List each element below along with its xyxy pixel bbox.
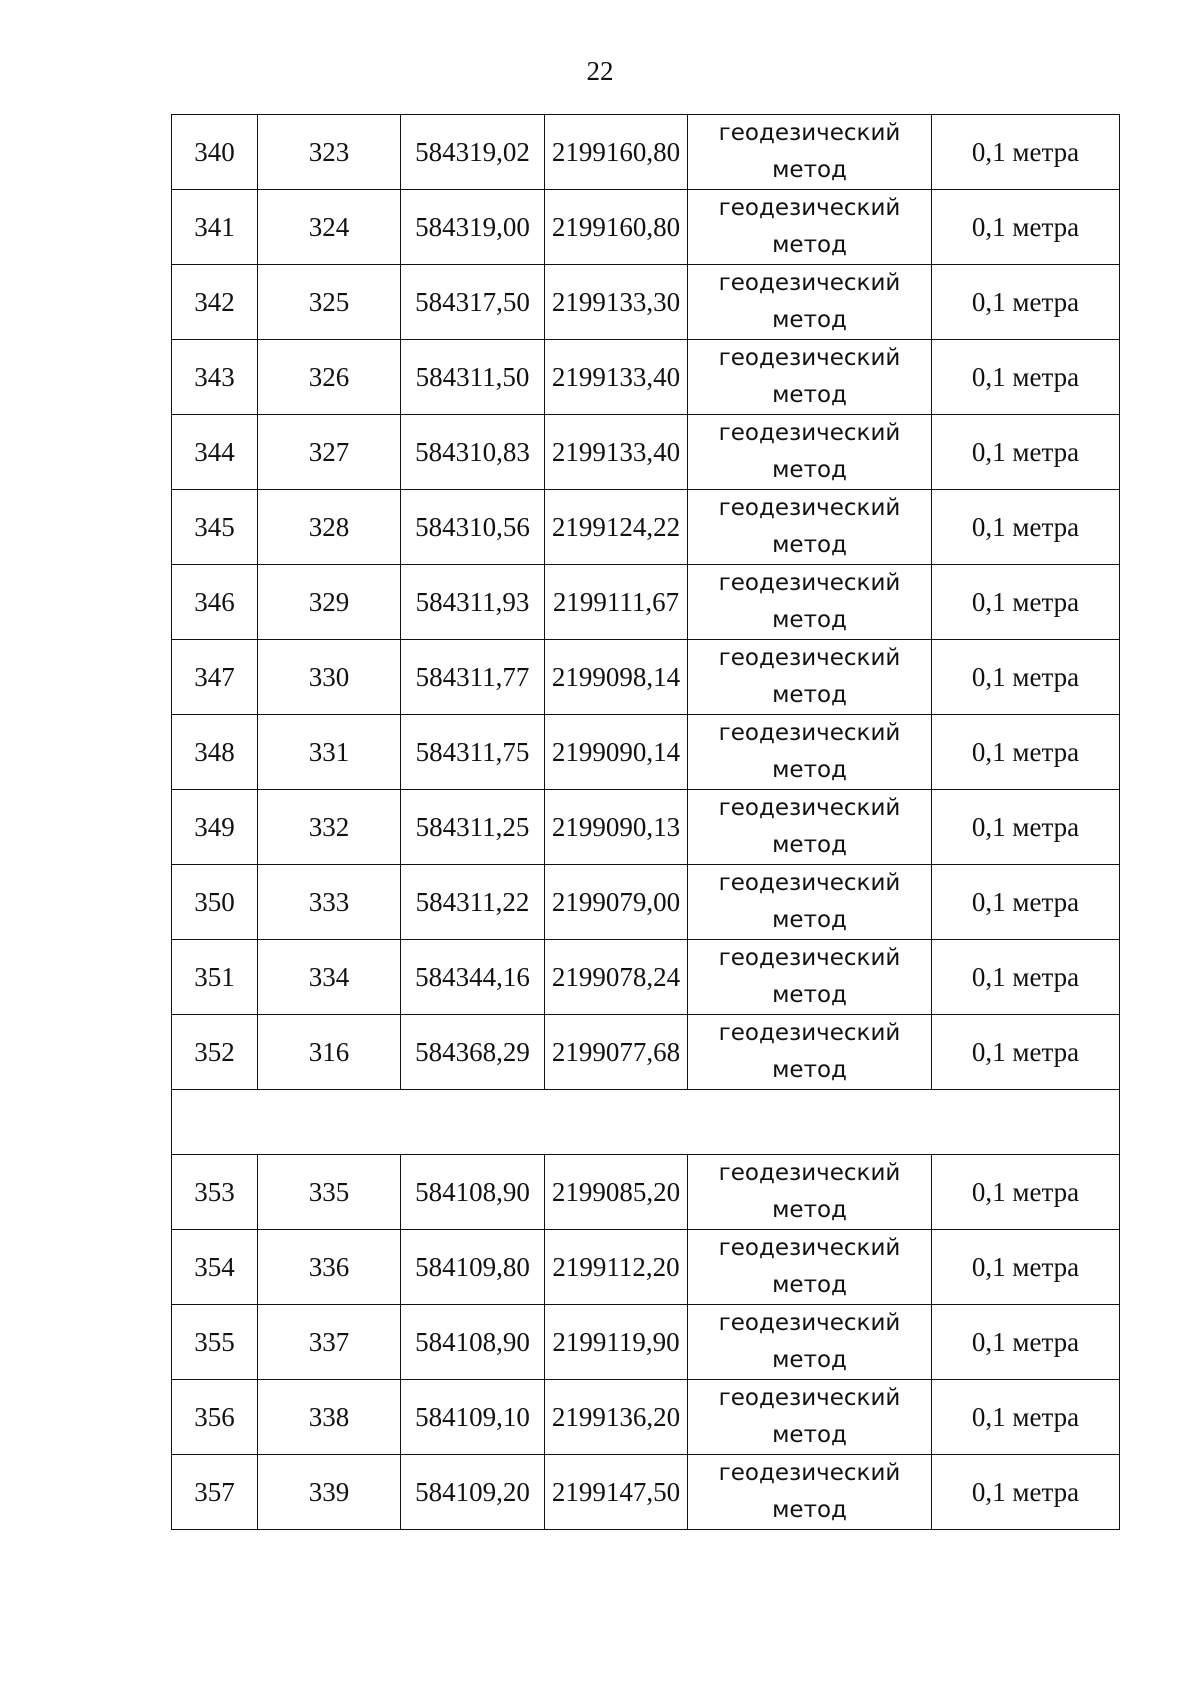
point-number-cell: 337	[258, 1305, 401, 1380]
table-row	[172, 565, 1120, 640]
accuracy-cell: 0,1 метра	[932, 340, 1120, 415]
table-row	[172, 940, 1120, 1015]
row-number-cell: 356	[172, 1380, 258, 1455]
point-number-cell: 323	[258, 115, 401, 190]
point-number-cell: 336	[258, 1230, 401, 1305]
x-coordinate-cell: 584109,10	[401, 1380, 545, 1455]
accuracy-cell: 0,1 метра	[932, 940, 1120, 1015]
table-row	[172, 865, 1120, 940]
table-row	[172, 790, 1120, 865]
row-number-cell: 349	[172, 790, 258, 865]
section-separator-row	[172, 1090, 1120, 1155]
x-coordinate-cell: 584310,56	[401, 490, 545, 565]
y-coordinate-cell: 2199079,00	[545, 865, 688, 940]
accuracy-cell: 0,1 метра	[932, 565, 1120, 640]
row-number-cell: 341	[172, 190, 258, 265]
x-coordinate-cell: 584311,50	[401, 340, 545, 415]
y-coordinate-cell: 2199119,90	[545, 1305, 688, 1380]
method-cell: геодезический метод	[688, 940, 932, 1015]
x-coordinate-cell: 584344,16	[401, 940, 545, 1015]
table-row	[172, 1305, 1120, 1380]
x-coordinate-cell: 584311,77	[401, 640, 545, 715]
method-cell: геодезический метод	[688, 1155, 932, 1230]
method-cell: геодезический метод	[688, 190, 932, 265]
coordinates-table-body	[172, 115, 1120, 1530]
table-row	[172, 640, 1120, 715]
row-number-cell: 345	[172, 490, 258, 565]
y-coordinate-cell: 2199098,14	[545, 640, 688, 715]
row-number-cell: 342	[172, 265, 258, 340]
y-coordinate-cell: 2199133,40	[545, 415, 688, 490]
point-number-cell: 335	[258, 1155, 401, 1230]
row-number-cell: 354	[172, 1230, 258, 1305]
x-coordinate-cell: 584310,83	[401, 415, 545, 490]
y-coordinate-cell: 2199133,30	[545, 265, 688, 340]
method-cell: геодезический метод	[688, 115, 932, 190]
row-number-cell: 355	[172, 1305, 258, 1380]
table-row	[172, 1380, 1120, 1455]
method-cell: геодезический метод	[688, 865, 932, 940]
method-cell: геодезический метод	[688, 265, 932, 340]
table-row	[172, 415, 1120, 490]
table-row	[172, 265, 1120, 340]
accuracy-cell: 0,1 метра	[932, 1230, 1120, 1305]
point-number-cell: 316	[258, 1015, 401, 1090]
point-number-cell: 331	[258, 715, 401, 790]
point-number-cell: 324	[258, 190, 401, 265]
method-cell: геодезический метод	[688, 1230, 932, 1305]
point-number-cell: 332	[258, 790, 401, 865]
table-row	[172, 1455, 1120, 1530]
accuracy-cell: 0,1 метра	[932, 490, 1120, 565]
method-cell: геодезический метод	[688, 790, 932, 865]
y-coordinate-cell: 2199085,20	[545, 1155, 688, 1230]
method-cell: геодезический метод	[688, 490, 932, 565]
y-coordinate-cell: 2199090,14	[545, 715, 688, 790]
row-number-cell: 353	[172, 1155, 258, 1230]
row-number-cell: 351	[172, 940, 258, 1015]
method-cell: геодезический метод	[688, 1455, 932, 1530]
y-coordinate-cell: 2199077,68	[545, 1015, 688, 1090]
x-coordinate-cell: 584319,00	[401, 190, 545, 265]
accuracy-cell: 0,1 метра	[932, 190, 1120, 265]
x-coordinate-cell: 584108,90	[401, 1305, 545, 1380]
point-number-cell: 327	[258, 415, 401, 490]
x-coordinate-cell: 584319,02	[401, 115, 545, 190]
accuracy-cell: 0,1 метра	[932, 715, 1120, 790]
method-cell: геодезический метод	[688, 1305, 932, 1380]
method-cell: геодезический метод	[688, 415, 932, 490]
y-coordinate-cell: 2199147,50	[545, 1455, 688, 1530]
x-coordinate-cell: 584311,25	[401, 790, 545, 865]
table-row	[172, 1155, 1120, 1230]
x-coordinate-cell: 584311,22	[401, 865, 545, 940]
x-coordinate-cell: 584317,50	[401, 265, 545, 340]
accuracy-cell: 0,1 метра	[932, 1155, 1120, 1230]
row-number-cell: 346	[172, 565, 258, 640]
table-row	[172, 340, 1120, 415]
method-cell: геодезический метод	[688, 1380, 932, 1455]
y-coordinate-cell: 2199133,40	[545, 340, 688, 415]
x-coordinate-cell: 584311,93	[401, 565, 545, 640]
accuracy-cell: 0,1 метра	[932, 1015, 1120, 1090]
table-row	[172, 115, 1120, 190]
y-coordinate-cell: 2199090,13	[545, 790, 688, 865]
section-separator-cell	[172, 1090, 1120, 1155]
point-number-cell: 330	[258, 640, 401, 715]
x-coordinate-cell: 584108,90	[401, 1155, 545, 1230]
point-number-cell: 333	[258, 865, 401, 940]
row-number-cell: 350	[172, 865, 258, 940]
accuracy-cell: 0,1 метра	[932, 640, 1120, 715]
row-number-cell: 348	[172, 715, 258, 790]
table-row	[172, 1015, 1120, 1090]
accuracy-cell: 0,1 метра	[932, 415, 1120, 490]
accuracy-cell: 0,1 метра	[932, 1380, 1120, 1455]
row-number-cell: 347	[172, 640, 258, 715]
point-number-cell: 326	[258, 340, 401, 415]
page-number: 22	[586, 56, 614, 86]
row-number-cell: 357	[172, 1455, 258, 1530]
x-coordinate-cell: 584311,75	[401, 715, 545, 790]
point-number-cell: 328	[258, 490, 401, 565]
coordinates-table	[171, 114, 1120, 1530]
accuracy-cell: 0,1 метра	[932, 115, 1120, 190]
x-coordinate-cell: 584109,20	[401, 1455, 545, 1530]
x-coordinate-cell: 584109,80	[401, 1230, 545, 1305]
table-row	[172, 490, 1120, 565]
y-coordinate-cell: 2199124,22	[545, 490, 688, 565]
row-number-cell: 340	[172, 115, 258, 190]
accuracy-cell: 0,1 метра	[932, 790, 1120, 865]
row-number-cell: 352	[172, 1015, 258, 1090]
y-coordinate-cell: 2199136,20	[545, 1380, 688, 1455]
method-cell: геодезический метод	[688, 640, 932, 715]
accuracy-cell: 0,1 метра	[932, 265, 1120, 340]
table-row	[172, 190, 1120, 265]
accuracy-cell: 0,1 метра	[932, 865, 1120, 940]
y-coordinate-cell: 2199112,20	[545, 1230, 688, 1305]
point-number-cell: 329	[258, 565, 401, 640]
y-coordinate-cell: 2199111,67	[545, 565, 688, 640]
method-cell: геодезический метод	[688, 340, 932, 415]
y-coordinate-cell: 2199160,80	[545, 190, 688, 265]
table-row	[172, 1230, 1120, 1305]
point-number-cell: 339	[258, 1455, 401, 1530]
table-row	[172, 715, 1120, 790]
row-number-cell: 344	[172, 415, 258, 490]
method-cell: геодезический метод	[688, 1015, 932, 1090]
point-number-cell: 338	[258, 1380, 401, 1455]
point-number-cell: 334	[258, 940, 401, 1015]
method-cell: геодезический метод	[688, 565, 932, 640]
y-coordinate-cell: 2199078,24	[545, 940, 688, 1015]
accuracy-cell: 0,1 метра	[932, 1305, 1120, 1380]
accuracy-cell: 0,1 метра	[932, 1455, 1120, 1530]
method-cell: геодезический метод	[688, 715, 932, 790]
y-coordinate-cell: 2199160,80	[545, 115, 688, 190]
row-number-cell: 343	[172, 340, 258, 415]
point-number-cell: 325	[258, 265, 401, 340]
x-coordinate-cell: 584368,29	[401, 1015, 545, 1090]
